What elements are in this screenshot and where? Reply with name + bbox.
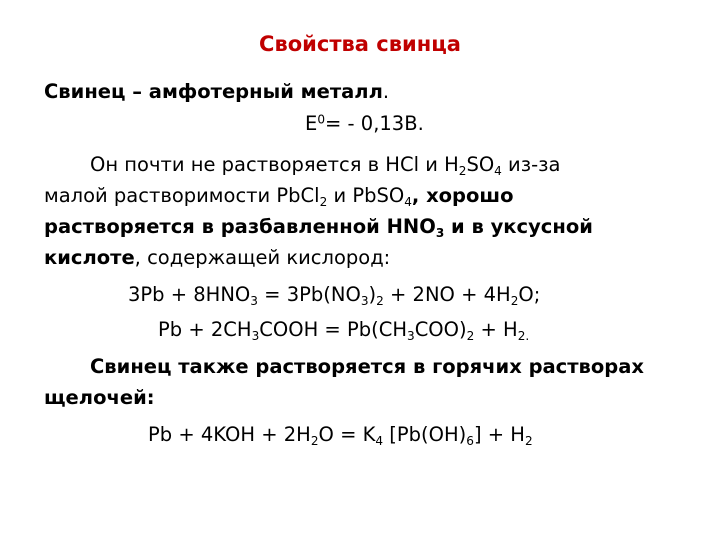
para1-line1 (90, 151, 560, 179)
subscript: 2 (510, 294, 519, 309)
text-span: , содержащей кислород: (134, 246, 391, 269)
potential-symbol: E (305, 112, 318, 135)
subscript: 4 (494, 164, 502, 179)
text-span: COO) (414, 318, 467, 341)
intro-line (44, 78, 389, 106)
text-span: 3Pb + 8HNO (128, 283, 251, 306)
subscript: 2 (524, 434, 533, 449)
subscript: 3 (251, 329, 260, 344)
text-span: Он почти не растворяется в HCl и H (90, 153, 459, 176)
text-span: ] + H (473, 423, 525, 446)
text-span: растворяется в разбавленной HNO (44, 215, 436, 238)
slide-title: Свойства свинца (259, 32, 461, 56)
equation-potassium-hydroxide (148, 421, 533, 449)
text-span: и в уксусной (444, 215, 593, 238)
equation-acetic-acid (158, 316, 529, 344)
para1-line4 (44, 244, 390, 272)
text-span: + 2NO + 4H (383, 283, 511, 306)
text-span: кислоте (44, 246, 135, 269)
para1-line2 (44, 182, 514, 210)
para2-line2: щелочей: (44, 386, 155, 409)
text-span: Pb + 4KOH + 2H (148, 423, 311, 446)
text-span: [Pb(OH) (383, 423, 467, 446)
subscript: 4 (375, 434, 384, 449)
para2-line1: Свинец также растворяется в горячих растворах (90, 355, 644, 378)
subscript: 2. (517, 329, 530, 344)
potential-sup: 0 (317, 112, 326, 127)
subscript: 4 (404, 195, 412, 210)
para1-line3 (44, 213, 593, 241)
intro-rest: . (382, 80, 390, 103)
text-span: O; (518, 283, 541, 306)
potential-value: = - 0,13В. (325, 112, 424, 135)
text-span: COOH = Pb(CH (259, 318, 407, 341)
subscript: 6 (466, 434, 474, 449)
text-span: + H (474, 318, 518, 341)
text-span: ) (368, 283, 377, 306)
subscript: 3 (407, 329, 415, 344)
subscript: 2 (376, 294, 384, 309)
text-span: , хорошо (411, 184, 514, 207)
subscript: 3 (250, 294, 258, 309)
text-span: = 3Pb(NO (257, 283, 361, 306)
subscript: 2 (466, 329, 475, 344)
equation-nitric-acid (128, 281, 540, 309)
text-span: малой растворимости PbCl (44, 184, 320, 207)
subscript: 2 (310, 434, 319, 449)
text-span: O = K (318, 423, 376, 446)
intro-bold: Свинец – амфотерный металл (44, 80, 383, 103)
text-span: SO (466, 153, 495, 176)
text-span: Pb + 2CH (158, 318, 252, 341)
subscript: 2 (458, 164, 467, 179)
subscript: 3 (360, 294, 369, 309)
text-span: и PbSO (327, 184, 405, 207)
subscript: 3 (435, 226, 445, 241)
text-span: из-за (501, 153, 561, 176)
standard-potential (305, 110, 424, 138)
subscript: 2 (319, 195, 328, 210)
